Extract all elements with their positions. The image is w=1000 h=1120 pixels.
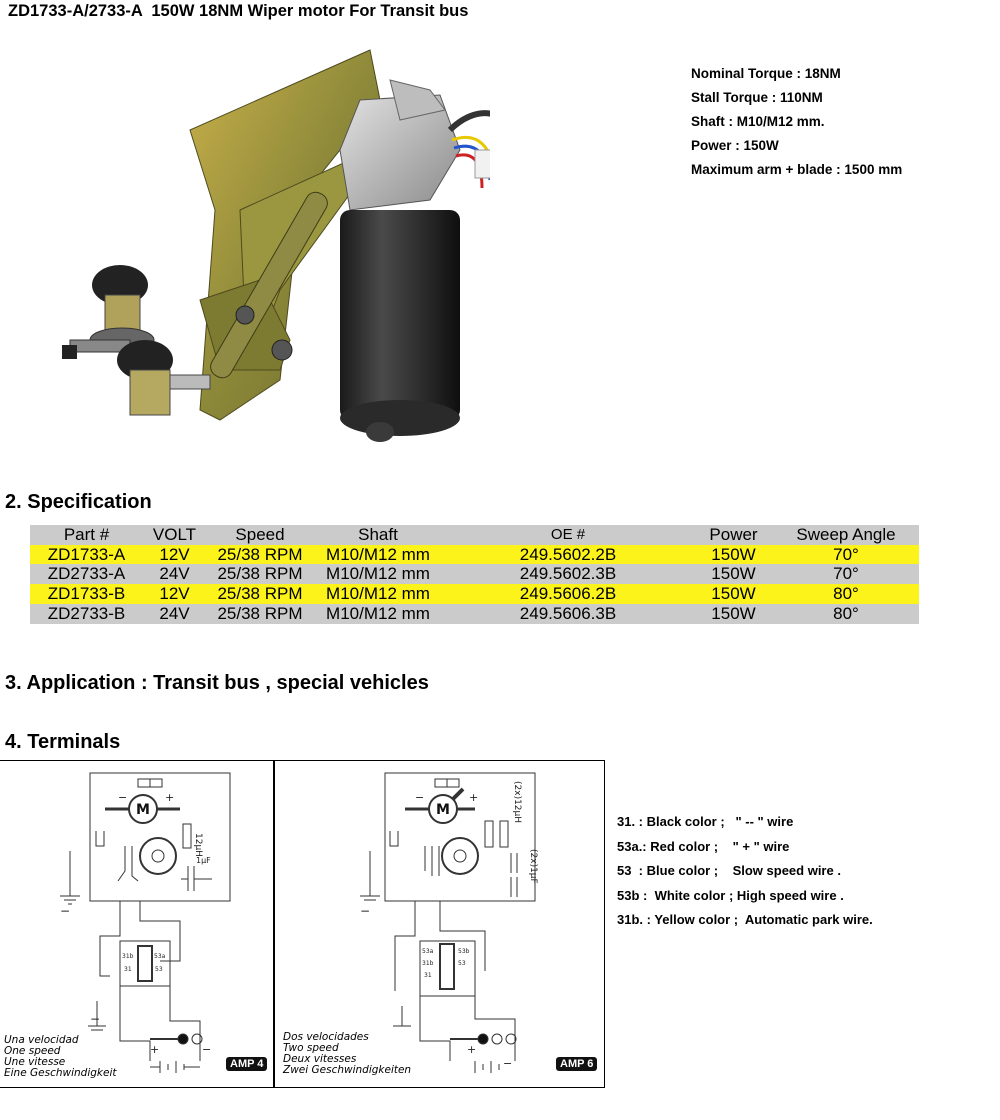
section-terminals: 4. Terminals (5, 731, 121, 753)
section-application: 3. Application : Transit bus , special vehicles (5, 672, 429, 694)
terminal-label: 31b (122, 953, 134, 960)
wire-31: 31. : Black color ; " -- " wire (617, 814, 794, 829)
cell-shaft: M10/M12 mm (326, 603, 430, 623)
cell-power: 150W (711, 603, 756, 623)
svg-text:−: − (90, 1012, 101, 1026)
wiper-motor-photo (50, 40, 490, 450)
wire-color-legend (617, 810, 873, 933)
cell-sweep: 80° (833, 603, 859, 623)
cell-speed: 25/38 RPM (217, 544, 303, 564)
table-row (30, 564, 919, 584)
cell-speed: 25/38 RPM (217, 584, 303, 604)
header-sweep-angle: Sweep Angle (796, 525, 896, 544)
caption-fr: Deux vitesses (283, 1053, 357, 1065)
wire-53a: 53a.: Red color ; " + " wire (617, 838, 790, 854)
terminal-label: 53a (422, 948, 434, 955)
terminal-label: 53a (154, 953, 166, 960)
header-oe: OE # (550, 526, 586, 543)
cell-sweep: 70° (833, 544, 859, 564)
spec-power: Power : 150W (691, 138, 779, 153)
table-row (30, 545, 919, 565)
wire-53b: 53b : White color ; High speed wire . (617, 887, 844, 903)
inductor-label: (2x)12µH (512, 781, 522, 824)
one-speed-caption (4, 1035, 116, 1079)
spec-max-arm-blade: Maximum arm + blade : 1500 mm (691, 162, 903, 177)
caption-fr: Une vitesse (4, 1056, 66, 1068)
cell-oe: 249.5602.3B (519, 564, 617, 584)
terminal-label: 53b (458, 948, 470, 955)
caption-en: Two speed (283, 1042, 339, 1054)
header-speed: Speed (235, 525, 285, 544)
svg-text:+: + (150, 1043, 160, 1056)
caption-es: Una velocidad (4, 1034, 79, 1046)
caption-en: One speed (4, 1045, 61, 1057)
section-specification: 2. Specification (5, 491, 152, 513)
header-part: Part # (63, 525, 110, 544)
caption-de: Zwei Geschwindigkeiten (283, 1064, 412, 1076)
cell-sweep: 80° (833, 584, 859, 604)
terminal-label: 31b (422, 960, 434, 967)
cell-sweep: 70° (833, 564, 859, 584)
two-speed-caption (283, 1032, 411, 1076)
cell-volt: 24V (159, 603, 190, 623)
terminal-label: 53 (458, 960, 466, 967)
cell-shaft: M10/M12 mm (326, 584, 430, 604)
cell-speed: 25/38 RPM (217, 564, 303, 584)
svg-text:M: M (436, 802, 450, 818)
svg-text:+: + (165, 791, 175, 804)
cell-shaft: M10/M12 mm (326, 564, 430, 584)
terminals-diagram-panel (0, 760, 605, 1088)
cell-oe: 249.5602.2B (519, 544, 617, 564)
svg-text:+: + (469, 791, 479, 804)
amp-badge: AMP 4 (226, 1057, 267, 1071)
capacitor-label: (2x)1µF (528, 849, 538, 884)
svg-text:+: + (467, 1043, 477, 1056)
wire-31b: 31b. : Yellow color ; Automatic park wire. (617, 912, 873, 927)
svg-text:−: − (415, 791, 425, 804)
cell-volt: 12V (159, 584, 190, 604)
cell-part: ZD1733-A (47, 544, 126, 564)
spec-stall-torque: Stall Torque : 110NM (691, 90, 823, 105)
capacitor-label: 1µF (196, 856, 211, 865)
cell-oe: 249.5606.3B (519, 603, 617, 623)
cell-shaft: M10/M12 mm (326, 544, 430, 564)
cell-oe: 249.5606.2B (519, 584, 617, 604)
caption-de: Eine Geschwindigkeit (4, 1067, 117, 1079)
cell-volt: 24V (159, 564, 190, 584)
spec-summary (691, 62, 902, 182)
spec-shaft: Shaft : M10/M12 mm. (691, 114, 825, 129)
wire-53: 53 : Blue color ; Slow speed wire . (617, 863, 841, 878)
svg-text:−: − (360, 904, 371, 918)
table-row (30, 584, 919, 604)
svg-text:M: M (136, 802, 150, 818)
cell-part: ZD2733-B (47, 603, 126, 623)
terminal-label: 53 (155, 966, 163, 973)
cell-volt: 12V (159, 544, 190, 564)
cell-power: 150W (711, 584, 756, 604)
cell-part: ZD2733-A (47, 564, 126, 584)
amp-badge: AMP 6 (556, 1057, 597, 1071)
svg-text:−: − (503, 1057, 513, 1070)
caption-es: Dos velocidades (283, 1031, 369, 1043)
page-title: ZD1733-A/2733-A 150W 18NM Wiper motor For Transit bus (8, 2, 469, 20)
specification-table (30, 525, 919, 624)
svg-text:−: − (118, 791, 128, 804)
svg-text:−: − (202, 1043, 212, 1056)
inductor-label: 12µH (193, 833, 203, 857)
cell-power: 150W (711, 564, 756, 584)
header-volt: VOLT (152, 525, 197, 544)
terminal-label: 31 (124, 966, 132, 973)
terminal-label: 31 (424, 972, 432, 979)
cell-part: ZD1733-B (47, 584, 126, 604)
header-power: Power (709, 525, 758, 544)
svg-text:−: − (60, 904, 71, 918)
cell-power: 150W (711, 544, 756, 564)
table-header-row (30, 525, 919, 545)
header-shaft: Shaft (358, 525, 398, 544)
spec-nominal-torque: Nominal Torque : 18NM (691, 66, 841, 81)
table-row (30, 604, 919, 624)
cell-speed: 25/38 RPM (217, 603, 303, 623)
